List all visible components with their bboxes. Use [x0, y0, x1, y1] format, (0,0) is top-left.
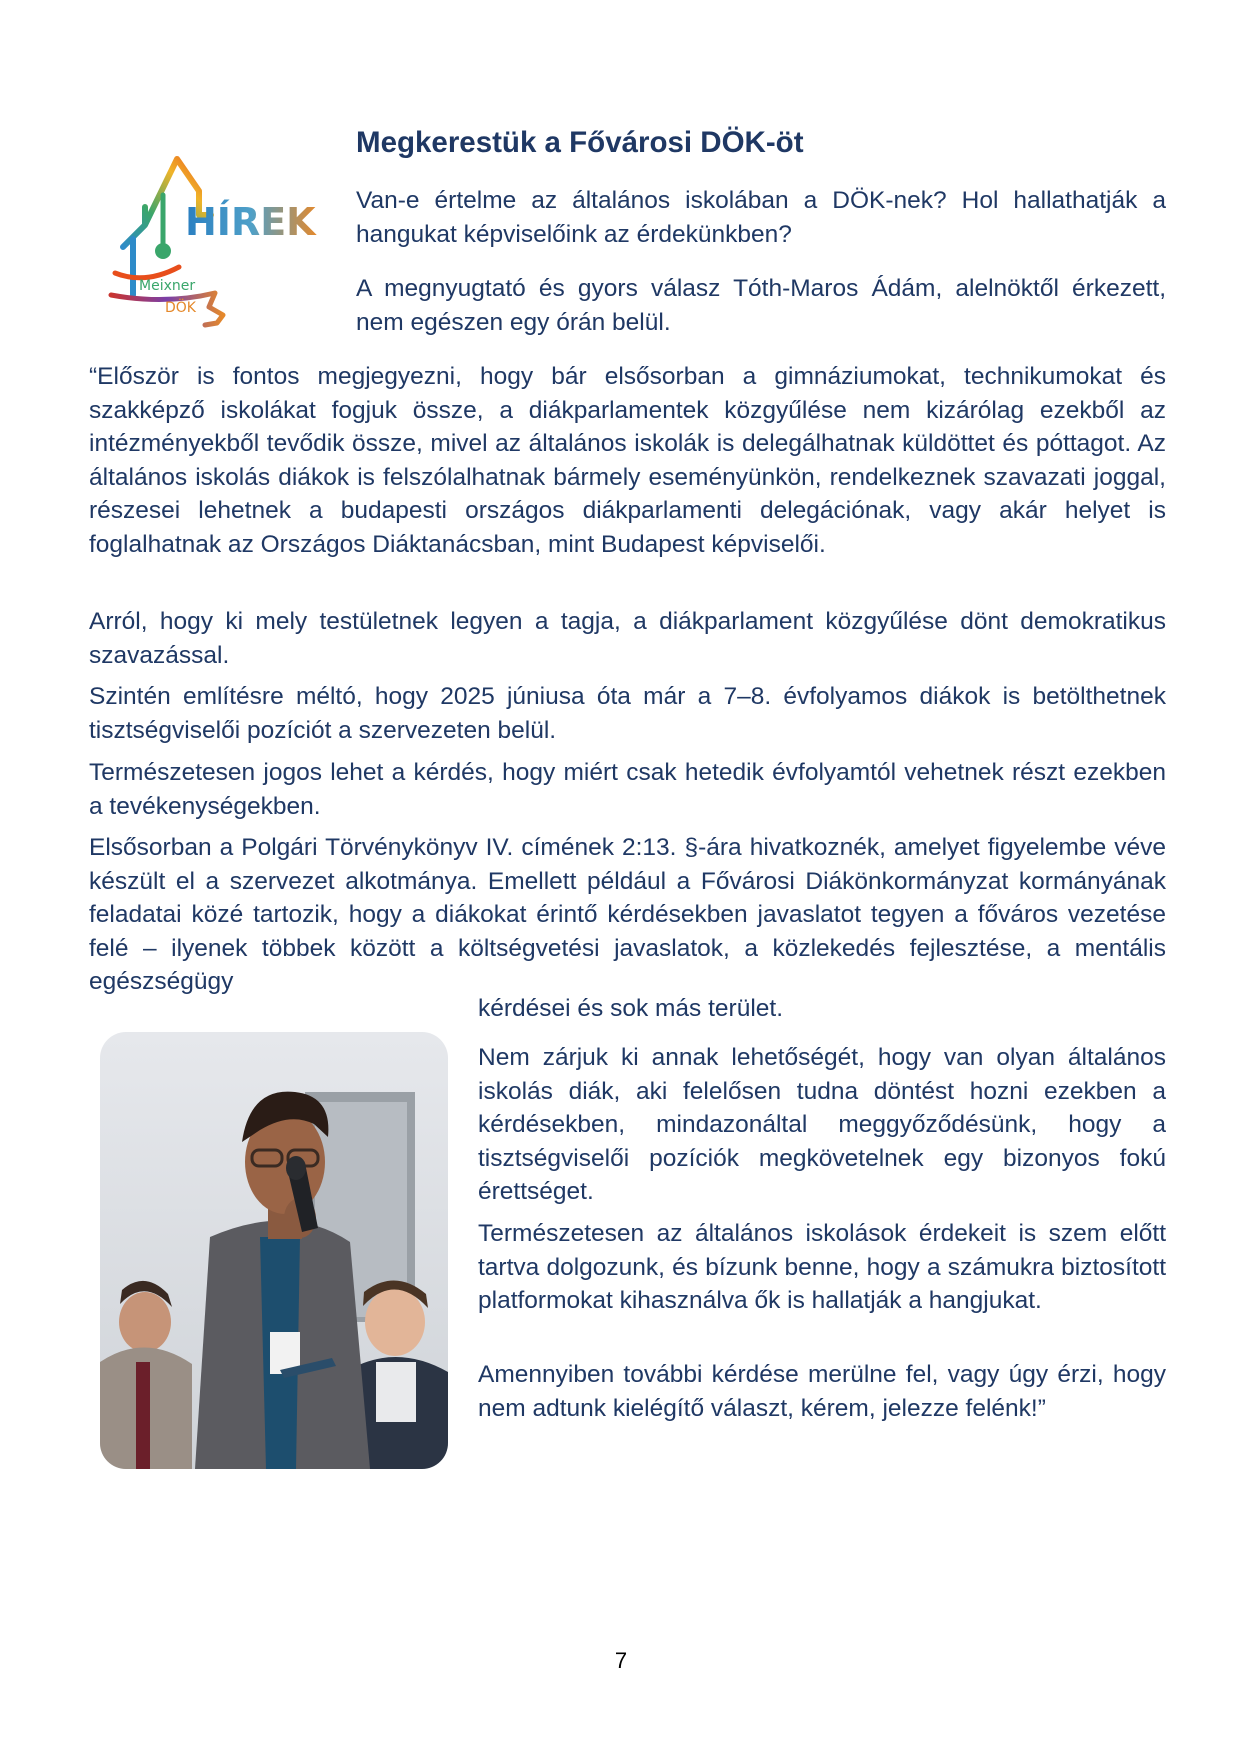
intro-paragraph: A megnyugtató és gyors válasz Tóth-Maros Ádám, alelnöktől érkezett, nem egészen egy órán belül.	[356, 275, 1166, 336]
speaker-photo	[100, 1032, 448, 1469]
intro-paragraph: Van-e értelme az általános iskolában a DÖK-nek? Hol hallathatják a hangukat képviselőink az érdekünkben?	[356, 187, 1166, 248]
logo-word: HÍREK	[185, 200, 316, 244]
article-title: Megkerestük a Fővárosi DÖK-öt	[356, 126, 804, 159]
speaker-photo-illustration	[100, 1032, 448, 1469]
logo-sub-meixner: Meixner	[139, 278, 196, 294]
hirek-logo	[105, 155, 345, 330]
body-paragraph: Nem zárjuk ki annak lehetőségét, hogy van olyan általános iskolás diák, aki felelősen tudna döntést hozni ezekben a kérdésekben, mindazonáltal meggyőződésünk, hogy a tisztségviselői pozíciók megkövetelnek egy bizonyos fokú érettséget.	[478, 1044, 1166, 1205]
body-paragraph: “Először is fontos megjegyezni, hogy bár elsősorban a gimnáziumokat, technikumokat és szakképző iskolákat fogjuk össze, a diákparlamentek közgyűlése nem kizárólag ezekből az intézményekből tevődik össze, mivel az általános iskolák is delegálhatnak küldöttet és póttagot. Az általános iskolás diákok is felszólalhatnak bármely eseményünkön, rendelkeznek szavazati joggal, részesei lehetnek a budapesti országos diákparlamenti delegációnak, vagy akár helyet is foglalhatnak az Országos Diáktanácsban, mint Budapest képviselői.	[89, 363, 1166, 558]
body-paragraph: Amennyiben további kérdése merülne fel, vagy úgy érzi, hogy nem adtunk kielégítő választ, kérem, jelezze felénk!”	[478, 1361, 1166, 1422]
body-paragraph: Természetesen az általános iskolások érdekeit is szem előtt tartva dolgozunk, és bízunk benne, hogy a számukra biztosított platformokat kihasználva ők is hallatják a hangjukat.	[478, 1220, 1166, 1314]
hirek-logo-graphic	[105, 155, 345, 330]
body-paragraph: Elsősorban a Polgári Törvénykönyv IV. címének 2:13. §-ára hivatkoznék, amelyet figyelembe véve készült el a szervezet alkotmánya. Emellett például a Fővárosi Diákönkormányzat kormányának feladatai közé tartozik, hogy a diákokat érintő kérdésekben javaslatot tegyen a főváros vezetése felé – ilyenek többek között a költségvetési javaslatok, a közlekedés fejlesztése, a mentális egészségügy	[89, 834, 1166, 995]
body-paragraph: Természetesen jogos lehet a kérdés, hogy miért csak hetedik évfolyamtól vehetnek részt ezekben a tevékenységekben.	[89, 759, 1166, 820]
logo-sub-dok: DÖK	[165, 300, 196, 316]
page-number: 7	[614, 1648, 628, 1673]
body-paragraph: Arról, hogy ki mely testületnek legyen a tagja, a diákparlament közgyűlése dönt demokratikus szavazással.	[89, 608, 1166, 669]
body-paragraph: Szintén említésre méltó, hogy 2025 júniusa óta már a 7–8. évfolyamos diákok is betölthetnek tisztségviselői pozíciót a szervezeten belül.	[89, 683, 1166, 744]
body-paragraph-continuation: kérdései és sok más terület.	[478, 995, 784, 1022]
